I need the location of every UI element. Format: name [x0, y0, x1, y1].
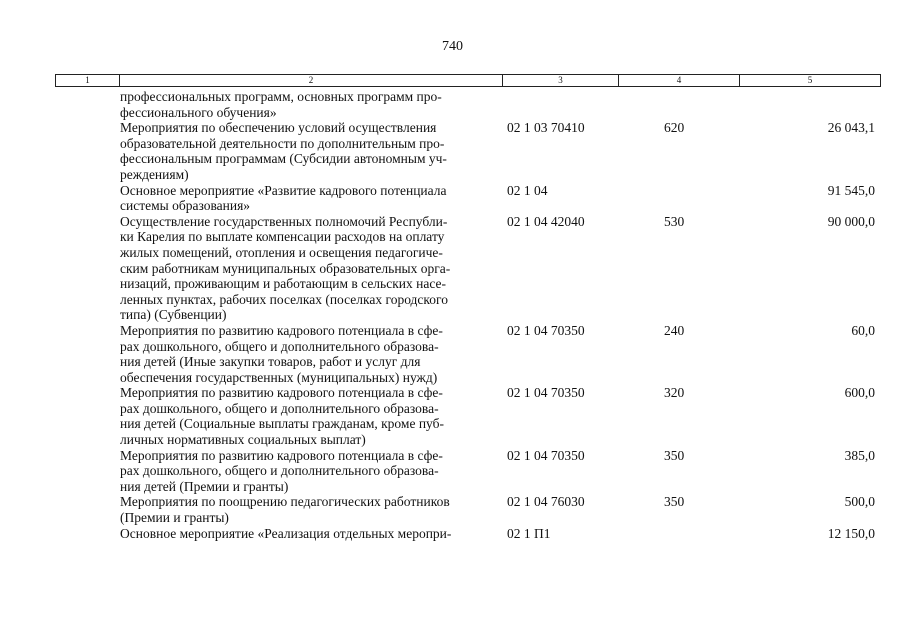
row-code: 02 1 04 70350 — [507, 447, 585, 463]
row-amount: 385,0 — [844, 447, 875, 463]
description-line: ленных пунктах, рабочих поселках (поселках городского — [120, 291, 448, 307]
description-line: низаций, проживающим и работающим в сельских насе- — [120, 276, 446, 292]
row-expense-type: 350 — [664, 447, 685, 463]
description-line: ния детей (Социальные выплаты гражданам, кроме пуб- — [120, 416, 444, 432]
row-amount: 90 000,0 — [827, 213, 875, 229]
column-number-2: 2 — [120, 75, 503, 87]
description-line: рах дошкольного, общего и дополнительного образова- — [120, 463, 439, 479]
description-line: образовательной деятельности по дополнительным про- — [120, 135, 445, 151]
row-expense-type: 320 — [664, 385, 685, 401]
description-line: профессиональных программ, основных программ про- — [120, 89, 442, 104]
table-row — [0, 494, 905, 525]
column-number-5: 5 — [740, 75, 881, 87]
row-expense-type: 240 — [664, 322, 685, 338]
description-line: Мероприятия по развитию кадрового потенциала в сфе- — [120, 322, 443, 338]
row-description — [120, 89, 498, 120]
description-line: обеспечения государственных (муниципальных) нужд) — [120, 369, 438, 385]
row-amount: 12 150,0 — [827, 525, 875, 541]
row-description — [120, 526, 498, 542]
table-row — [0, 385, 905, 447]
table-row — [0, 323, 905, 385]
row-description — [120, 494, 498, 525]
table-row — [0, 89, 905, 120]
description-line: Основное мероприятие «Развитие кадрового потенциала — [120, 182, 447, 198]
column-number-header — [55, 74, 881, 87]
row-code: 02 1 П1 — [507, 525, 551, 541]
row-code: 02 1 04 70350 — [507, 385, 585, 401]
row-description — [120, 183, 498, 214]
row-description — [120, 214, 498, 323]
description-line: фессиональным программам (Субсидии автономным уч- — [120, 151, 447, 167]
budget-table-body — [0, 89, 905, 541]
table-row — [0, 183, 905, 214]
description-line: Осуществление государственных полномочий Республи- — [120, 213, 448, 229]
table-row — [0, 448, 905, 495]
row-code: 02 1 04 — [507, 182, 548, 198]
table-row — [0, 214, 905, 323]
description-line: системы образования» — [120, 198, 251, 214]
description-line: жилых помещений, отопления и освещения педагогиче- — [120, 244, 443, 260]
row-amount: 60,0 — [851, 322, 875, 338]
row-description — [120, 385, 498, 447]
row-expense-type: 350 — [664, 494, 685, 510]
row-description — [120, 323, 498, 385]
description-line: Мероприятия по развитию кадрового потенциала в сфе- — [120, 447, 443, 463]
column-number-1: 1 — [56, 75, 120, 87]
description-line: типа) (Субвенции) — [120, 307, 227, 323]
description-line: ским работникам муниципальных образовательных орга- — [120, 260, 451, 276]
table-row — [0, 120, 905, 182]
description-line: ки Карелия по выплате компенсации расходов на оплату — [120, 229, 445, 245]
description-line: ния детей (Иные закупки товаров, работ и услуг для — [120, 354, 421, 370]
row-description — [120, 120, 498, 182]
row-code: 02 1 04 42040 — [507, 213, 585, 229]
row-expense-type: 620 — [664, 120, 685, 136]
row-amount: 91 545,0 — [827, 182, 875, 198]
description-line: Мероприятия по поощрению педагогических работников — [120, 494, 450, 510]
row-amount: 500,0 — [844, 494, 875, 510]
row-expense-type: 530 — [664, 213, 685, 229]
row-code: 02 1 04 70350 — [507, 322, 585, 338]
description-line: Мероприятия по развитию кадрового потенциала в сфе- — [120, 385, 443, 401]
description-line: Мероприятия по обеспечению условий осуществления — [120, 120, 437, 136]
description-line: рах дошкольного, общего и дополнительного образова- — [120, 400, 439, 416]
description-line: реждениям) — [120, 166, 189, 182]
row-amount: 26 043,1 — [827, 120, 875, 136]
row-description — [120, 448, 498, 495]
description-line: (Премии и гранты) — [120, 510, 229, 526]
description-line: фессионального обучения» — [120, 104, 277, 120]
column-number-3: 3 — [503, 75, 619, 87]
description-line: личных нормативных социальных выплат) — [120, 432, 366, 448]
row-amount: 600,0 — [844, 385, 875, 401]
page-number: 740 — [442, 39, 463, 54]
description-line: Основное мероприятие «Реализация отдельных меропри- — [120, 525, 452, 541]
column-number-4: 4 — [619, 75, 740, 87]
row-code: 02 1 04 76030 — [507, 494, 585, 510]
table-row — [0, 526, 905, 542]
description-line: рах дошкольного, общего и дополнительного образова- — [120, 338, 439, 354]
description-line: ния детей (Премии и гранты) — [120, 478, 289, 494]
row-code: 02 1 03 70410 — [507, 120, 585, 136]
